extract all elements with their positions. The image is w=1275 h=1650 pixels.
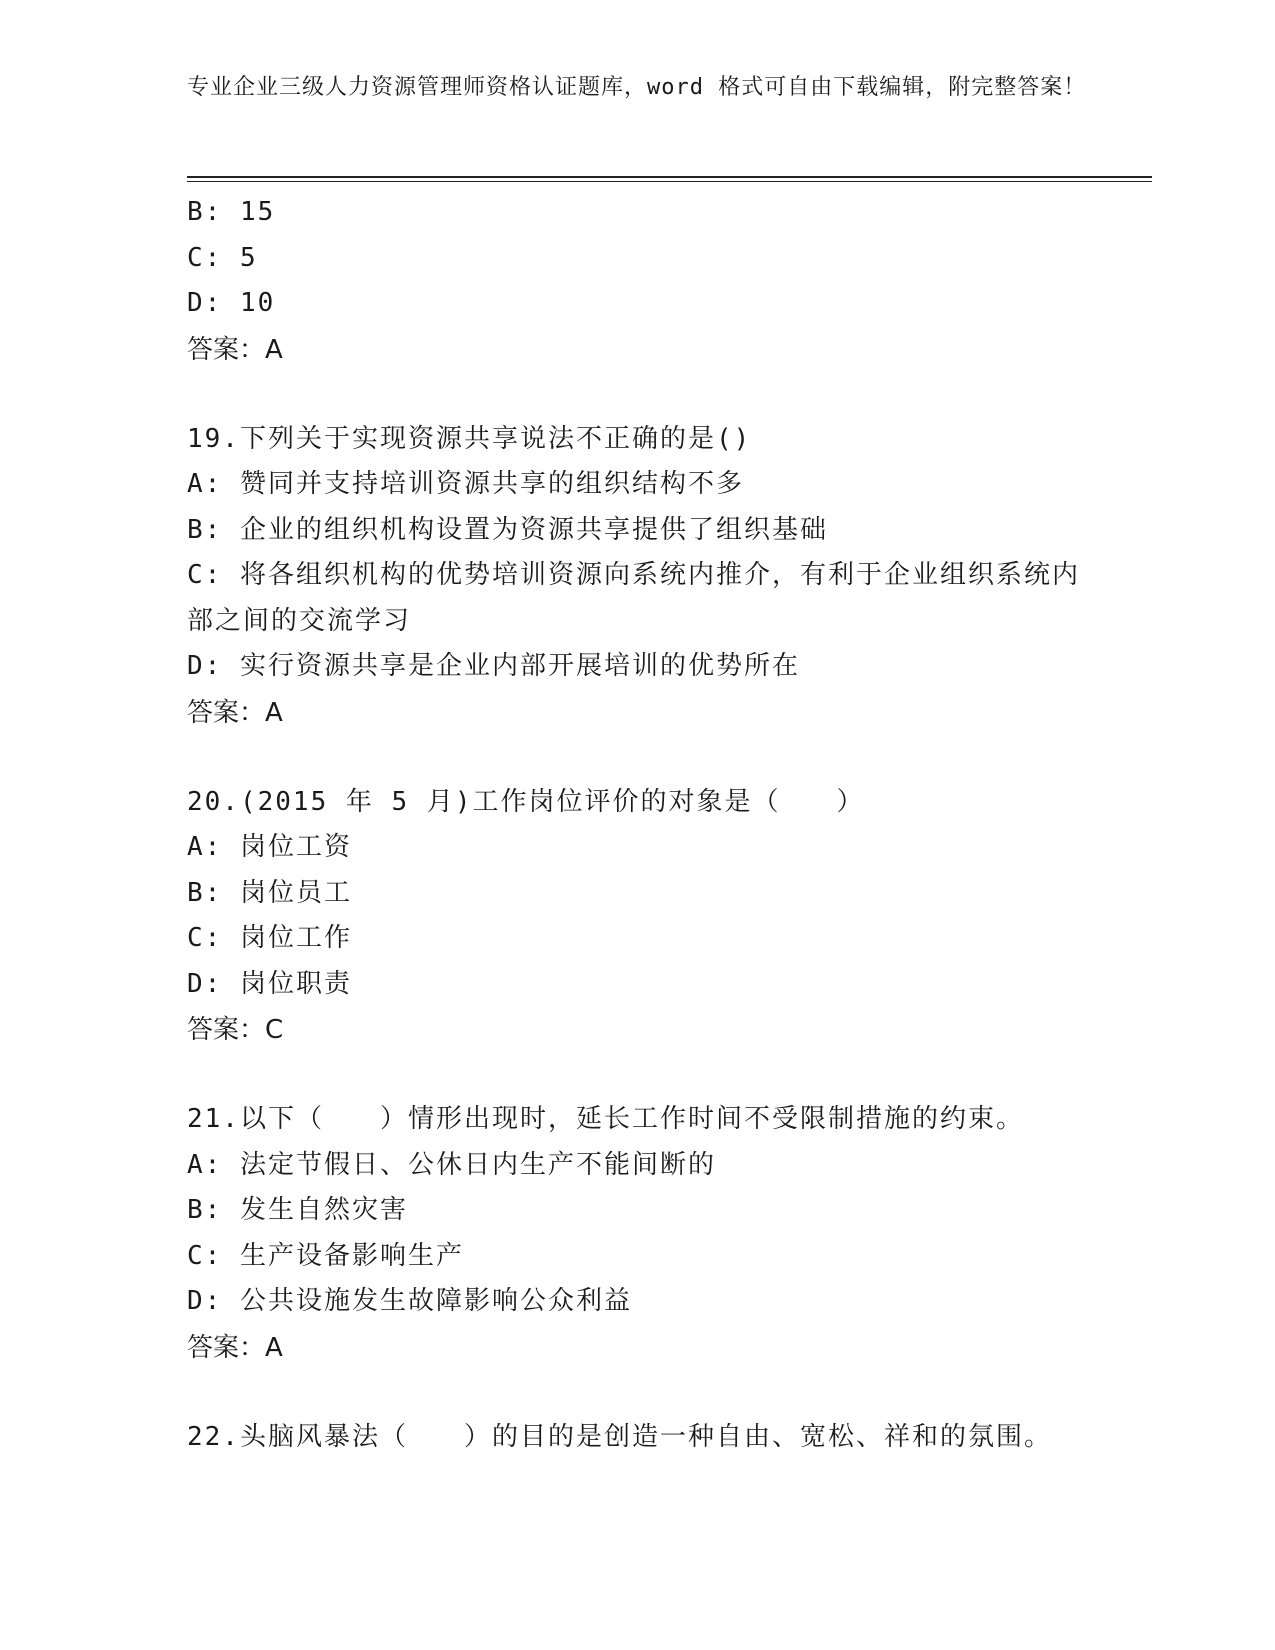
option-d: D: 岗位职责 [187, 968, 352, 999]
option-b: B: 发生自然灾害 [187, 1195, 408, 1225]
option-c: C: 将各组织机构的优势培训资源向系统内推介，有利于企业组织系统内部之间的交流学习 [187, 560, 1080, 636]
document-header: 专业企业三级人力资源管理师资格认证题库，word 格式可自由下载编辑，附完整答案！ [187, 75, 1087, 100]
question-19-block [187, 417, 1087, 736]
answer-line: 答案：A [187, 334, 283, 365]
question-19-text: 19.下列关于实现资源共享说法不正确的是() [187, 423, 752, 454]
option-c: C: 5 [187, 242, 258, 273]
option-d: D: 实行资源共享是企业内部开展培训的优势所在 [187, 651, 800, 681]
option-b: B: 企业的组织机构设置为资源共享提供了组织基础 [187, 514, 828, 545]
prev-question-block [187, 190, 1087, 373]
option-b: B: 15 [187, 197, 276, 227]
answer-line: 答案：A [187, 697, 283, 728]
question-20-block [187, 780, 1087, 1054]
option-c: C: 生产设备影响生产 [187, 1240, 464, 1271]
answer-line: 答案：C [187, 1015, 284, 1045]
option-a: A: 法定节假日、公休日内生产不能间断的 [187, 1149, 716, 1180]
question-22-block [187, 1415, 1087, 1461]
option-a: A: 岗位工资 [187, 832, 352, 862]
question-21-block [187, 1097, 1087, 1371]
option-d: D: 10 [187, 288, 276, 318]
answer-line: 答案：A [187, 1332, 283, 1363]
option-d: D: 公共设施发生故障影响公众利益 [187, 1286, 632, 1316]
question-22-text: 22.头脑风暴法（ ）的目的是创造一种自由、宽松、祥和的氛围。 [187, 1421, 1052, 1452]
question-21-text: 21.以下（ ）情形出现时，延长工作时间不受限制措施的约束。 [187, 1104, 1024, 1134]
question-content [187, 190, 1087, 1460]
option-a: A: 赞同并支持培训资源共享的组织结构不多 [187, 469, 744, 499]
header-rule-thin [187, 181, 1152, 182]
option-b: B: 岗位员工 [187, 877, 352, 908]
header-rule-thick [187, 176, 1152, 178]
option-c: C: 岗位工作 [187, 923, 352, 953]
question-20-text: 20.(2015 年 5 月)工作岗位评价的对象是（ ） [187, 786, 865, 817]
